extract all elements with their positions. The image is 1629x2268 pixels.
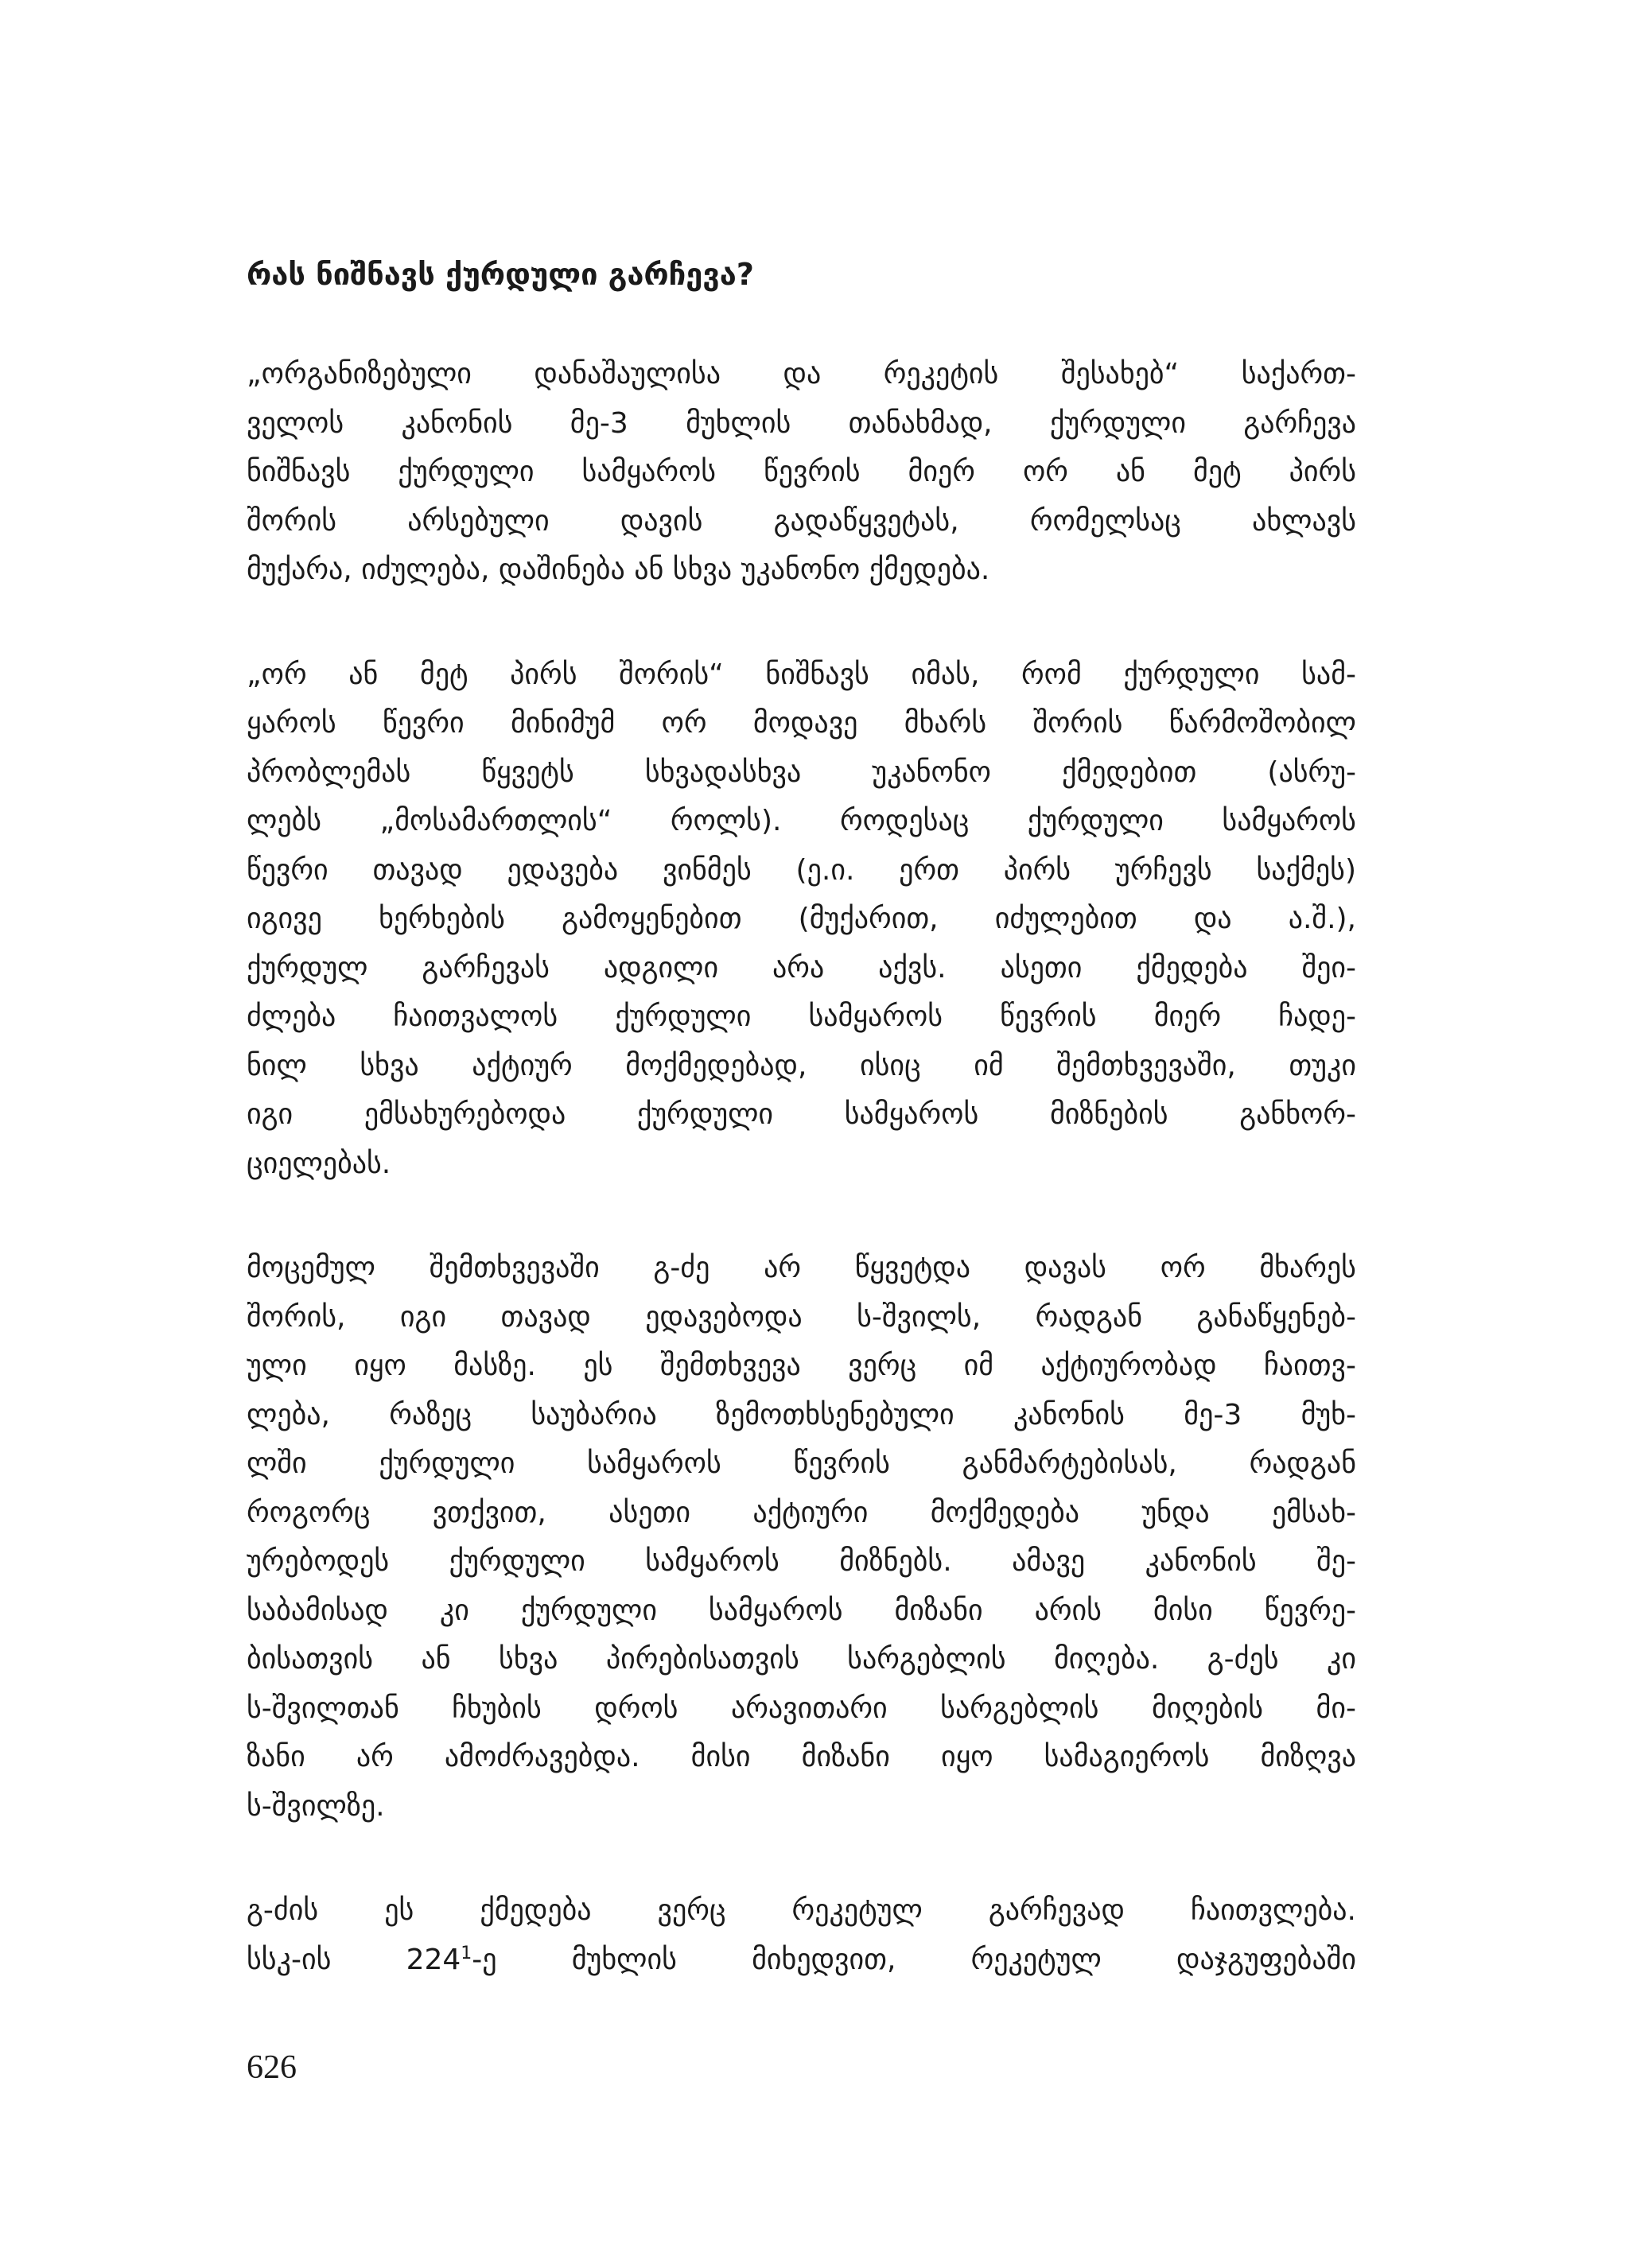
text-line: იგი ემსახურებოდა ქურდული სამყაროს მიზნების განხორ- — [247, 1098, 1356, 1131]
text-line: ველოს კანონის მე-3 მუხლის თანახმად, ქურდული გარჩევა — [247, 406, 1356, 440]
text-line: ქურდულ გარჩევას ადგილი არა აქვს. ასეთი ქმედება შეი- — [247, 951, 1356, 984]
text-line: მუქარა, იძულება, დაშინება ან სხვა უკანონო ქმედება. — [247, 553, 990, 586]
text-line: ზანი არ ამოძრავებდა. მისი მიზანი იყო სამაგიეროს მიზღვა — [247, 1741, 1356, 1773]
text-line-with-footnote — [247, 1936, 1356, 1985]
text-line: „ორგანიზებული დანაშაულისა და რეკეტის შესახებ“ საქართ- — [247, 358, 1356, 390]
text-line: შორის არსებული დავის გადაწყვეტას, რომელსაც ახლავს — [247, 504, 1356, 538]
text-line: გ-ძის ეს ქმედება ვერც რეკეტულ გარჩევად ჩაითვლება. — [247, 1894, 1356, 1927]
text-line: ძლება ჩაითვალოს ქურდული სამყაროს წევრის მიერ ჩადე- — [247, 1000, 1356, 1033]
paragraph-3 — [247, 1244, 1356, 1831]
text-line: შორის, იგი თავად ედავებოდა ს-შვილს, რადგან განაწყენებ- — [247, 1300, 1356, 1334]
article-superscript: 1 — [461, 1943, 472, 1963]
text-line: წევრი თავად ედავება ვინმეს (ე.ი. ერთ პირს ურჩევს საქმეს) — [247, 853, 1356, 887]
text-line: ნილ სხვა აქტიურ მოქმედებად, ისიც იმ შემთხვევაში, თუკი — [247, 1049, 1356, 1082]
paragraph-4 — [247, 1886, 1356, 1984]
text-line: ს-შვილთან ჩხუბის დროს არავითარი სარგებლის მიღების მი- — [247, 1691, 1356, 1725]
paragraph-2 — [247, 650, 1356, 1189]
text-line: ციელებას. — [247, 1147, 391, 1180]
text-line: ნიშნავს ქურდული სამყაროს წევრის მიერ ორ ან მეტ პირს — [247, 456, 1356, 488]
text-line: პრობლემას წყვეტს სხვადასხვა უკანონო ქმედებით (ასრუ- — [247, 755, 1356, 789]
paragraph-1 — [247, 350, 1356, 595]
text-line: საბამისად კი ქურდული სამყაროს მიზანი არის მისი წევრე- — [247, 1594, 1356, 1627]
text-line-start: სსკ-ის 224 — [247, 1943, 461, 1976]
text-line: მოცემულ შემთხვევაში გ-ძე არ წყვეტდა დავას ორ მხარეს — [247, 1252, 1356, 1284]
text-line: „ორ ან მეტ პირს შორის“ ნიშნავს იმას, რომ ქურდული სამ- — [247, 658, 1356, 691]
body-text — [247, 350, 1356, 2040]
section-heading: რას ნიშნავს ქურდული გარჩევა? — [247, 257, 754, 292]
text-line-end: -ე მუხლის მიხედვით, რეკეტულ დაჯგუფებაში — [472, 1943, 1356, 1976]
text-line: ურებოდეს ქურდული სამყაროს მიზნებს. ამავე კანონის შე- — [247, 1545, 1356, 1578]
text-line: ლში ქურდული სამყაროს წევრის განმარტებისას, რადგან — [247, 1447, 1356, 1480]
text-line: ლება, რაზეც საუბარია ზემოთხსენებული კანონის მე-3 მუხ- — [247, 1398, 1356, 1431]
text-line: ბისათვის ან სხვა პირებისათვის სარგებლის მიღება. გ-ძეს კი — [247, 1643, 1356, 1676]
text-line: ს-შვილზე. — [247, 1789, 385, 1823]
text-line: როგორც ვთქვით, ასეთი აქტიური მოქმედება უნდა ემსახ- — [247, 1496, 1356, 1529]
text-line: ლებს „მოსამართლის“ როლს). როდესაც ქურდული სამყაროს — [247, 805, 1356, 837]
page-number: 626 — [247, 2049, 297, 2086]
book-page — [247, 0, 1356, 2268]
text-line: ული იყო მასზე. ეს შემთხვევა ვერც იმ აქტიურობად ჩაითვ- — [247, 1350, 1356, 1382]
text-line: ყაროს წევრი მინიმუმ ორ მოდავე მხარს შორის წარმოშობილ — [247, 707, 1356, 740]
text-line: იგივე ხერხების გამოყენებით (მუქარით, იძულებით და ა.შ.), — [247, 903, 1356, 935]
